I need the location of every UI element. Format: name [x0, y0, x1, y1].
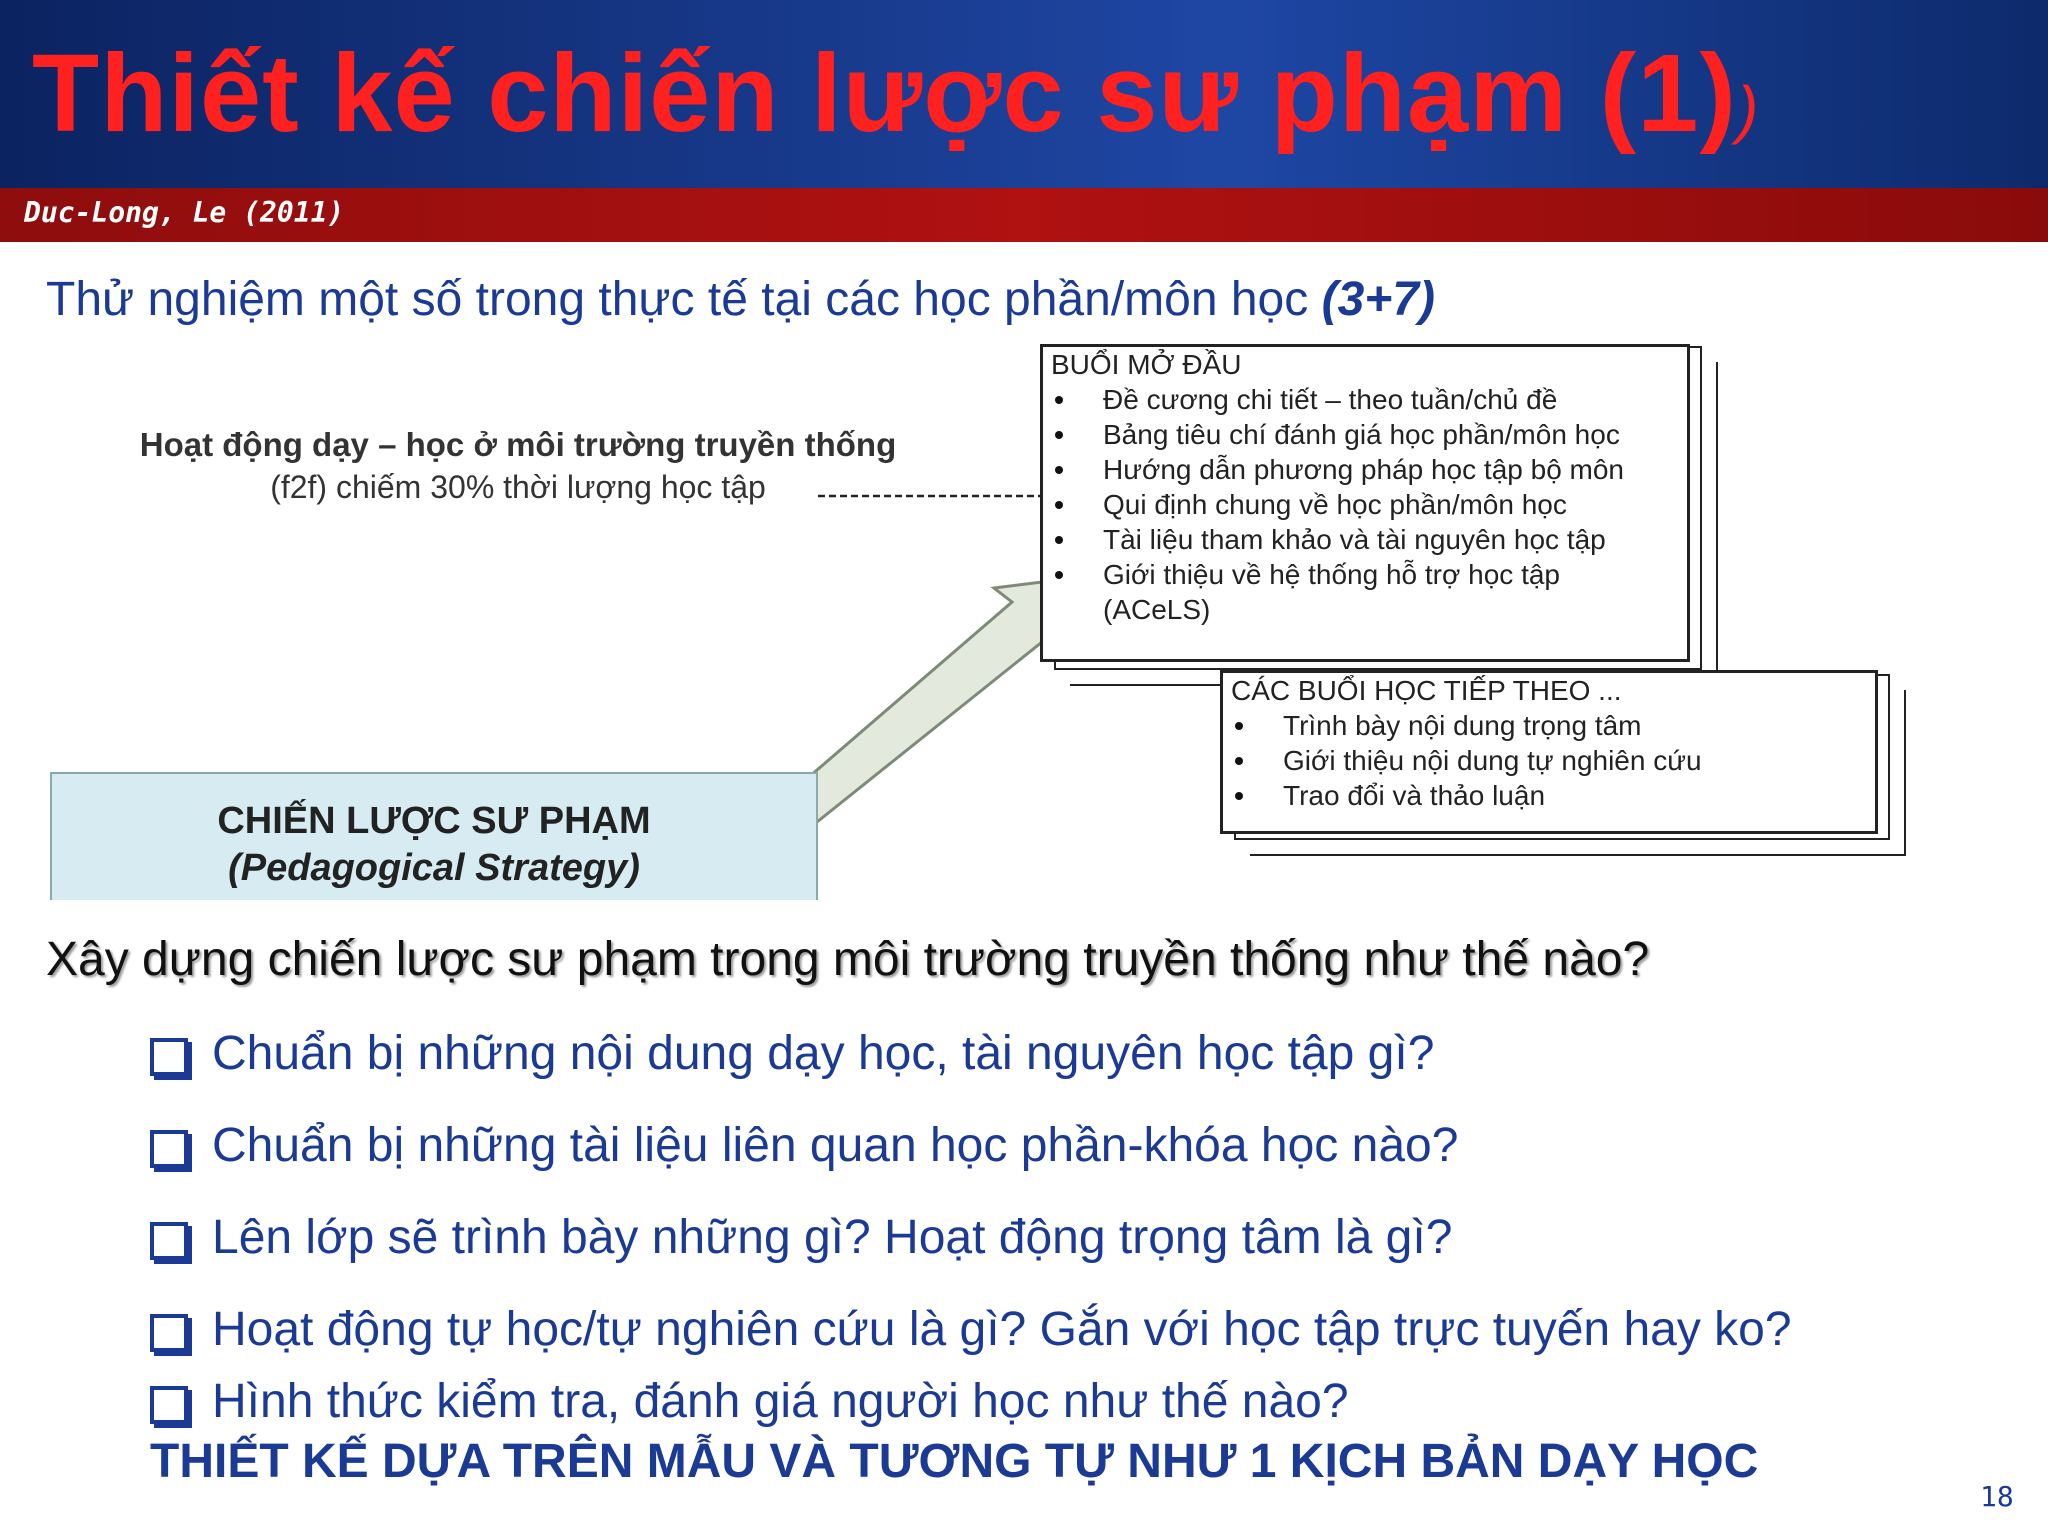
list-item: Trình bày nội dung trọng tâm	[1223, 708, 1875, 743]
checkbox-icon	[150, 1222, 188, 1260]
main-question: Xây dựng chiến lược sư phạm trong môi trường truyền thống như thế nào?	[46, 933, 1650, 986]
next-sessions-list	[1223, 708, 1875, 813]
strategy-subtitle: (Pedagogical Strategy)	[228, 847, 640, 889]
conclusion-statement: THIẾT KẾ DỰA TRÊN MẪU VÀ TƯƠNG TỰ NHƯ 1 KỊCH BẢN DẠY HỌC	[150, 1435, 1759, 1488]
question-text: Hình thức kiểm tra, đánh giá người học như thế nào?	[212, 1375, 1349, 1428]
slide-subtitle: Thử nghiệm một số trong thực tế tại các học phần/môn học (3+7)	[46, 273, 1435, 326]
next-sessions-heading: CÁC BUỔI HỌC TIẾP THEO ...	[1231, 675, 1622, 706]
question-text: Chuẩn bị những nội dung dạy học, tài nguyên học tập gì?	[212, 1027, 1435, 1080]
pedagogical-strategy-box	[50, 772, 818, 900]
checkbox-icon	[150, 1038, 188, 1076]
question-text: Hoạt động tự học/tự nghiên cứu là gì? Gắn với học tập trực tuyến hay ko?	[212, 1303, 1792, 1356]
author-credit: Duc-Long, Le (2011)	[24, 196, 345, 229]
question-text: Chuẩn bị những tài liệu liên quan học phần-khóa học nào?	[212, 1119, 1459, 1172]
subtitle-emphasis: (3+7)	[1321, 273, 1435, 326]
list-item: Tài liệu tham khảo và tài nguyên học tập	[1043, 522, 1687, 557]
first-session-list	[1043, 382, 1687, 592]
checkbox-icon	[150, 1386, 188, 1424]
page-number: 18	[1980, 1480, 2014, 1513]
list-item: Bảng tiêu chí đánh giá học phần/môn học	[1043, 417, 1687, 452]
list-item: Đề cương chi tiết – theo tuần/chủ đề	[1043, 382, 1687, 417]
list-item: Trao đổi và thảo luận	[1223, 778, 1875, 813]
checkbox-icon	[150, 1130, 188, 1168]
list-item: Giới thiệu nội dung tự nghiên cứu	[1223, 743, 1875, 778]
slide-title: Thiết kế chiến lược sư phạm (1))	[32, 32, 1760, 155]
list-item: Qui định chung về học phần/môn học	[1043, 487, 1687, 522]
f2f-label-line1: Hoạt động dạy – học ở môi trường truyền thống	[139, 426, 897, 463]
f2f-label-line2: (f2f) chiếm 30% thời lượng học tập	[270, 469, 766, 505]
title-stray-parenthesis: )	[1737, 73, 1760, 145]
first-session-box	[1040, 344, 1690, 662]
first-session-continuation: (ACeLS)	[1103, 594, 1211, 625]
strategy-title: CHIẾN LƯỢC SƯ PHẠM	[217, 800, 651, 842]
list-item: Giới thiệu về hệ thống hỗ trợ học tập	[1043, 557, 1687, 592]
next-sessions-box	[1220, 670, 1878, 834]
list-item: Hướng dẫn phương pháp học tập bộ môn	[1043, 452, 1687, 487]
checkbox-icon	[150, 1314, 188, 1352]
first-session-heading: BUỔI MỞ ĐẦU	[1051, 349, 1242, 380]
f2f-activity-label	[108, 424, 928, 508]
question-text: Lên lớp sẽ trình bày những gì? Hoạt động trọng tâm là gì?	[212, 1211, 1453, 1264]
